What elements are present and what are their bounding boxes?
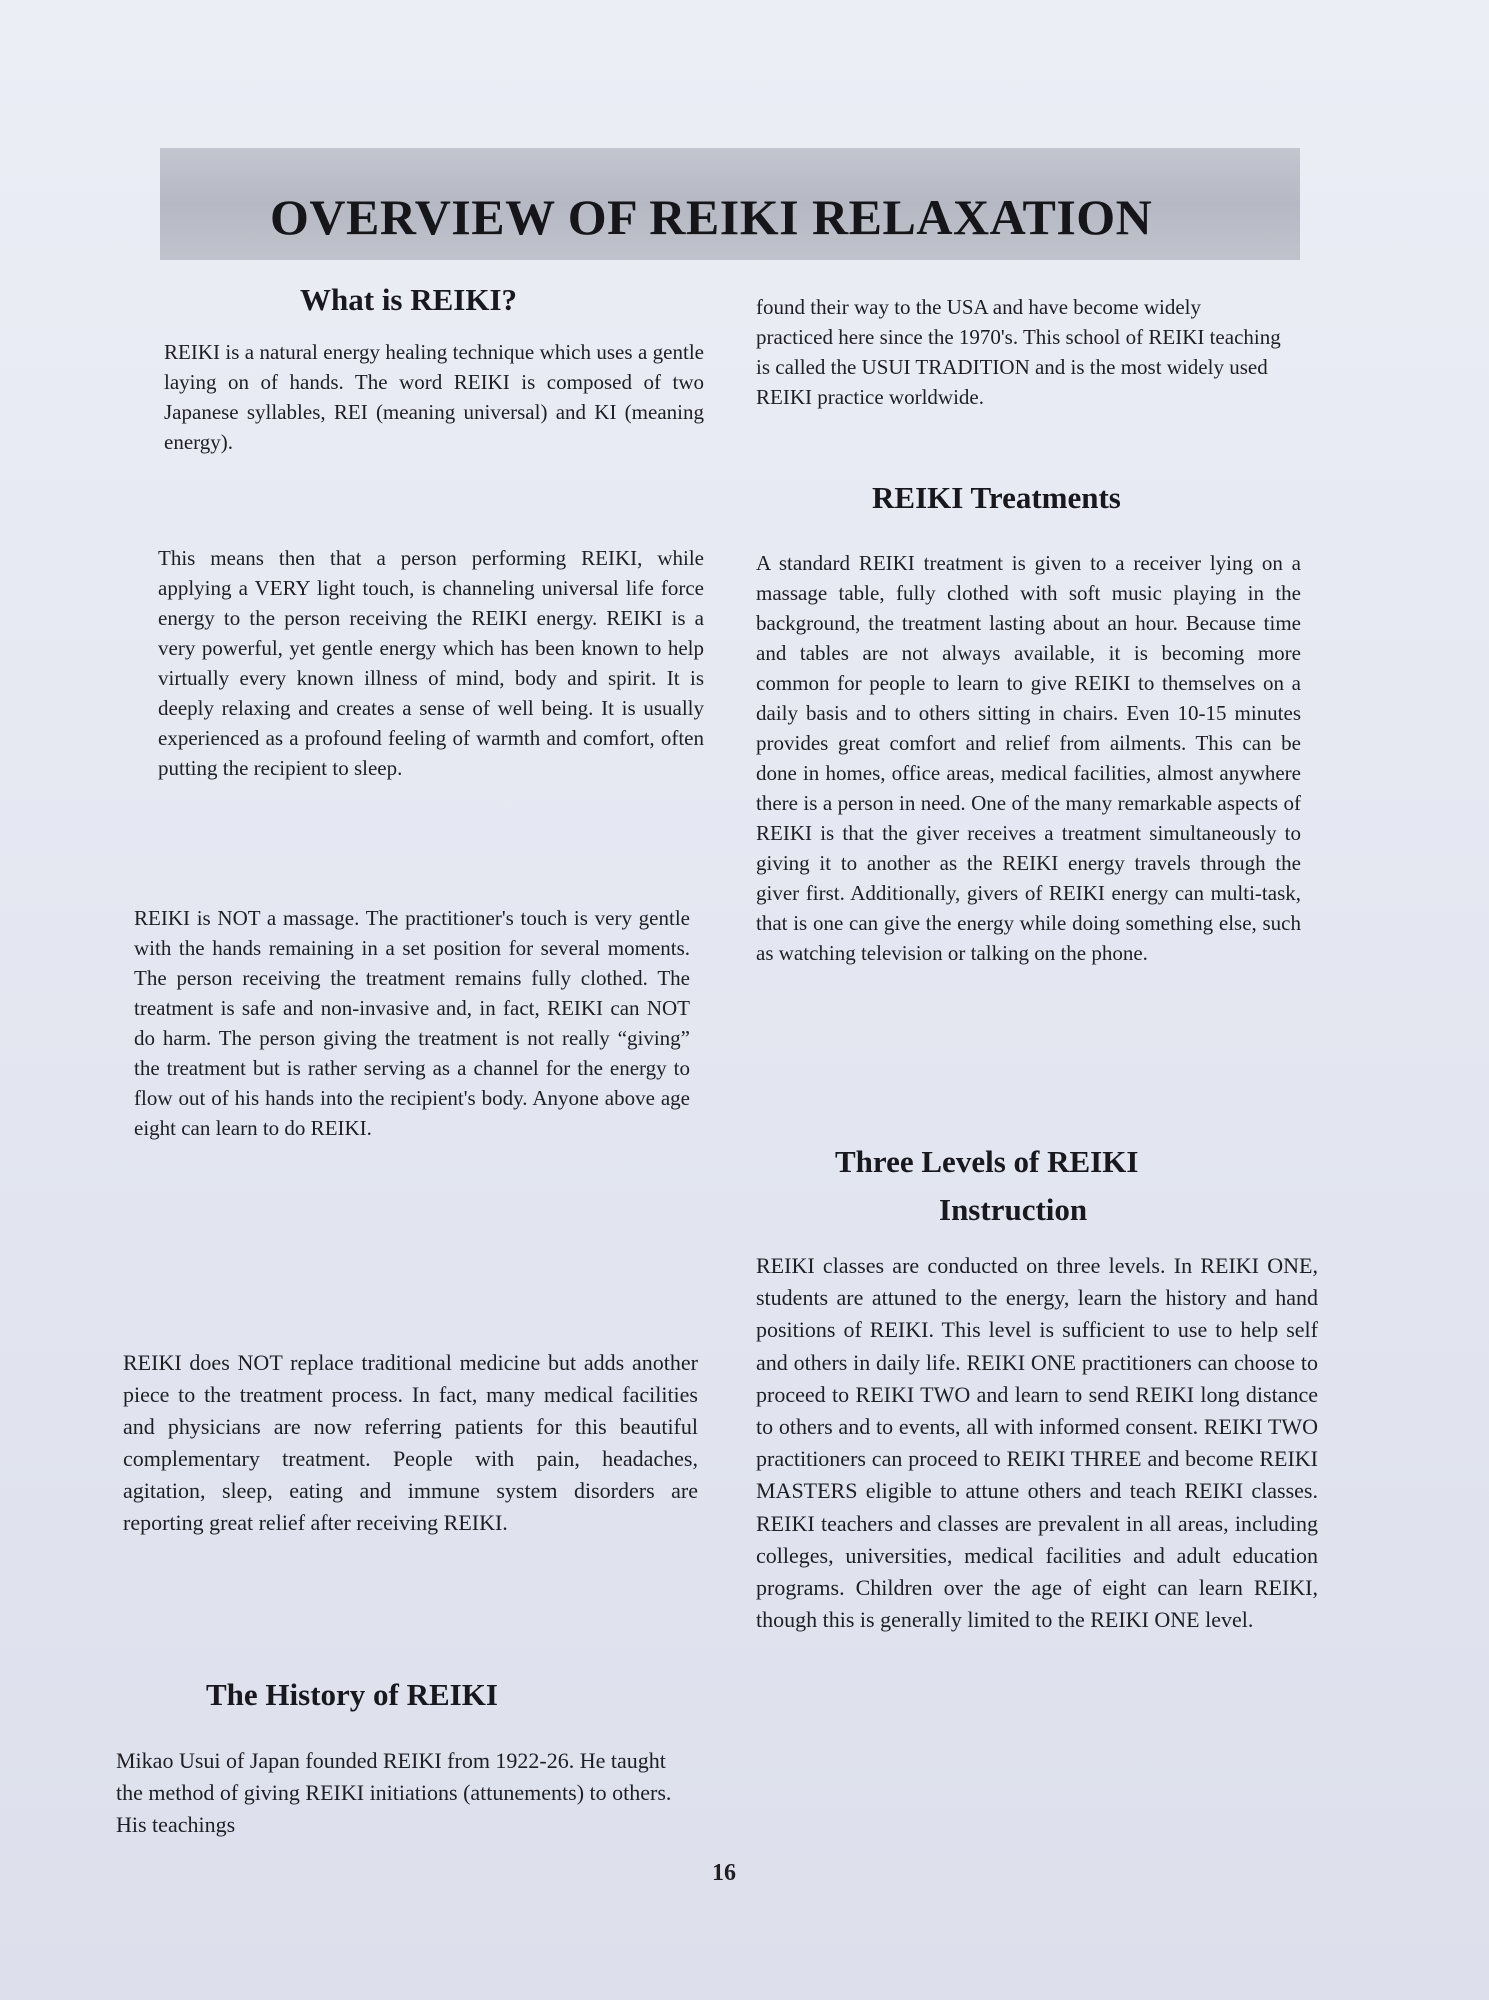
paragraph-treatments: A standard REIKI treatment is given to a receiver lying on a massage table, fully clothed with soft music playing in the background, the treatment lasting about an hour. Because time and tables are not always available, it is becoming more common for people to learn to give REIKI to themselves on a daily basis and to others sitting in chairs. Even 10-15 minutes provides great comfort and relief from ailments. This can be done in homes, office areas, medical facilities, almost anywhere there is a person in need. One of the many remarkable aspects of REIKI is that the giver receives a treatment simultaneously to giving it to another as the REIKI energy travels through the giver first. Additionally, givers of REIKI energy can multi-task, that is one can give the energy while doing something else, such as watching television or talking on the phone. [756, 551, 1301, 965]
paragraph-what-is-1: REIKI is a natural energy healing technique which uses a gentle laying on of hands. The word REIKI is composed of two Japanese syllables, REI (meaning universal) and KI (meaning energy). [164, 340, 704, 454]
heading-three-levels-line2: Instruction [939, 1192, 1088, 1227]
paragraph-not-massage: REIKI is NOT a massage. The practitioner's touch is very gentle with the hands remaining in a set position for several moments. The person receiving the treatment remains fully clothed. The treatment is safe and non-invasive and, in fact, REIKI can NOT do harm. The person giving the treatment is not really “giving” the treatment but is rather serving as a channel for the energy to flow out of his hands into the recipient's body. Anyone above age eight can learn to do REIKI. [134, 906, 690, 1140]
paragraph-history-continued: found their way to the USA and have become widely practiced here since the 1970's. This school of REIKI teaching is called the USUI TRADITION and is the most widely used REIKI practice worldwide. [756, 295, 1281, 409]
heading-treatments: REIKI Treatments [872, 480, 1121, 515]
heading-three-levels-line1: Three Levels of REIKI [835, 1144, 1139, 1179]
paragraph-what-is-2: This means then that a person performing REIKI, while applying a VERY light touch, is channeling universal life force energy to the person receiving the REIKI energy. REIKI is a very powerful, yet gentle energy which has been known to help virtually every known illness of mind, body and spirit. It is deeply relaxing and creates a sense of well being. It is usually experienced as a profound feeling of warmth and comfort, often putting the recipient to sleep. [158, 546, 704, 780]
paragraph-medicine: REIKI does NOT replace traditional medicine but adds another piece to the treatment process. In fact, many medical facilities and physicians are now referring patients for this beautiful complementary treatment. People with pain, headaches, agitation, sleep, eating and immune system disorders are reporting great relief after receiving REIKI. [123, 1350, 698, 1535]
title-banner [160, 148, 1300, 260]
paragraph-history: Mikao Usui of Japan founded REIKI from 1922-26. He taught the method of giving REIKI initiations (attunements) to others. His teachings [116, 1748, 672, 1837]
page-title: OVERVIEW OF REIKI RELAXATION [270, 189, 1153, 245]
page-number: 16 [712, 1860, 736, 1886]
heading-what-is-reiki: What is REIKI? [300, 282, 518, 317]
heading-history: The History of REIKI [206, 1677, 498, 1712]
paragraph-three-levels: REIKI classes are conducted on three levels. In REIKI ONE, students are attuned to the energy, learn the history and hand positions of REIKI. This level is sufficient to use to help self and others in daily life. REIKI ONE practitioners can choose to proceed to REIKI TWO and learn to send REIKI long distance to others and to events, all with informed consent. REIKI TWO practitioners can proceed to REIKI THREE and become REIKI MASTERS eligible to attune others and teach REIKI classes. REIKI teachers and classes are prevalent in all areas, including colleges, universities, medical facilities and adult education programs. Children over the age of eight can learn REIKI, though this is generally limited to the REIKI ONE level. [756, 1253, 1318, 1633]
